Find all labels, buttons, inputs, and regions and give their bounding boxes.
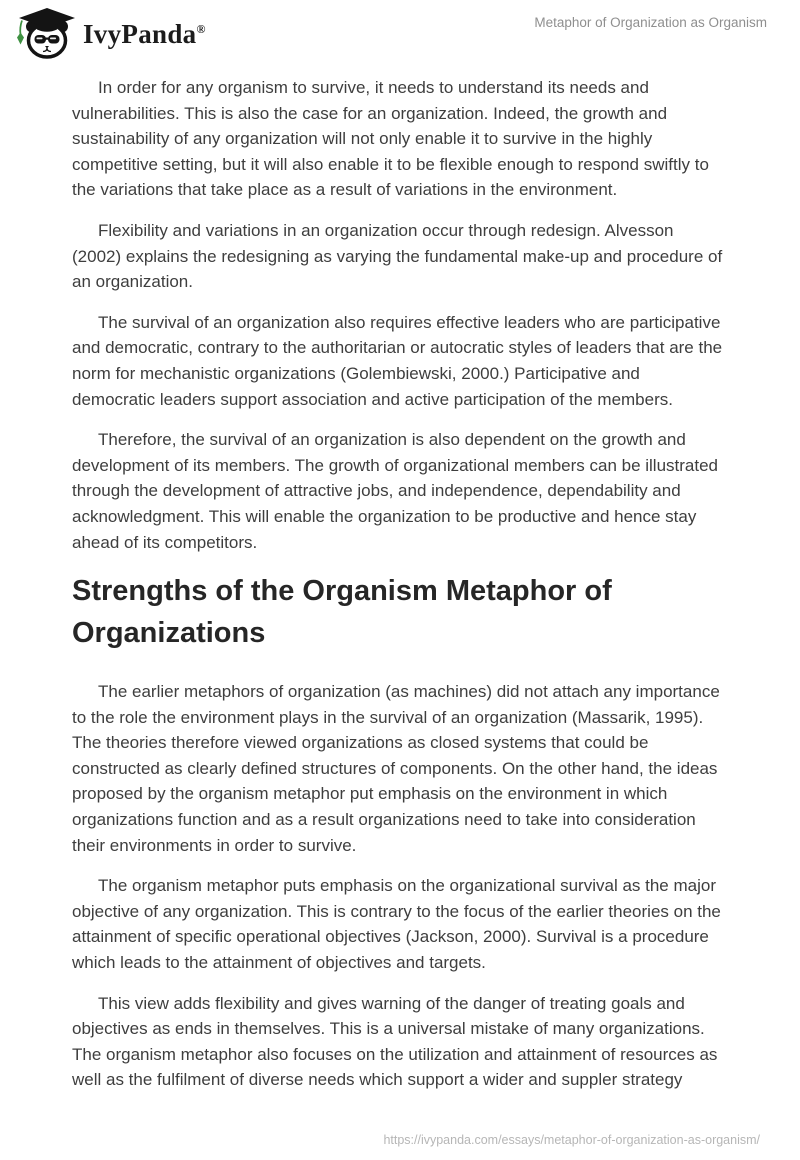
logo-name: IvyPanda: [83, 18, 197, 49]
running-title: Metaphor of Organization as Organism: [534, 15, 767, 30]
ivypanda-logo: [14, 7, 206, 61]
paragraph-3: The survival of an organization also requires effective leaders who are participative and democratic, contrary to the authoritarian or autocratic styles of leaders that are the norm for mechanistic organizations (Golembiewski, 2000.) Participative and democratic leaders support association and active participation of the members.: [72, 312, 723, 409]
paragraph-1: In order for any organism to survive, it needs to understand its needs and vulnerabilities. This is also the case for an organization. Indeed, the growth and sustainability of any organization will not only enable it to survive in the highly competitive setting, but it will also enable it to be flexible enough to respond swiftly to the variations that take place as a result of variations in the environment.: [72, 78, 709, 200]
panda-graduate-icon: [14, 7, 76, 61]
section-heading: Strengths of the Organism Metaphor of Organizations: [72, 575, 612, 650]
paragraph-7: This view adds flexibility and gives warning of the danger of treating goals and objectives as ends in themselves. This is a universal mistake of many organizations. The organism metaphor also focuses on the utilization and attainment of resources as well as the fulfilment of diverse needs which support a wider and suppler strategy: [72, 993, 718, 1090]
logo-wordmark: [83, 18, 206, 49]
paragraph-4: Therefore, the survival of an organization is also dependent on the growth and development of its members. The growth of organizational members can be illustrated through the development of attractive jobs, and independence, dependability and acknowledgment. This will enable the organization to be productive and hence stay ahead of its competitors.: [72, 430, 719, 552]
paragraph-5: The earlier metaphors of organization (as machines) did not attach any importance to the role the environment plays in the survival of an organization (Massarik, 1995). The theories therefore viewed organizations as closed systems that could be constructed as clearly defined structures of components. On the other hand, the ideas proposed by the organism metaphor put emphasis on the environment in which organizations function and as a result organizations need to take into consideration their environments in order to survive.: [72, 682, 720, 855]
source-url: https://ivypanda.com/essays/metaphor-of-organization-as-organism/: [383, 1133, 760, 1147]
page-header: [0, 0, 800, 62]
paragraph-6: The organism metaphor puts emphasis on the organizational survival as the major objective of any organization. This is contrary to the focus of the earlier theories on the attainment of specific operational objectives (Jackson, 2000). Survival is a procedure which leads to the attainment of objectives and targets.: [72, 876, 721, 973]
document-body: [72, 75, 725, 1108]
registered-trademark: ®: [196, 21, 206, 36]
paragraph-2: Flexibility and variations in an organization occur through redesign. Alvesson (2002) explains the redesigning as varying the fundamental make-up and procedure of an organization.: [72, 220, 723, 292]
